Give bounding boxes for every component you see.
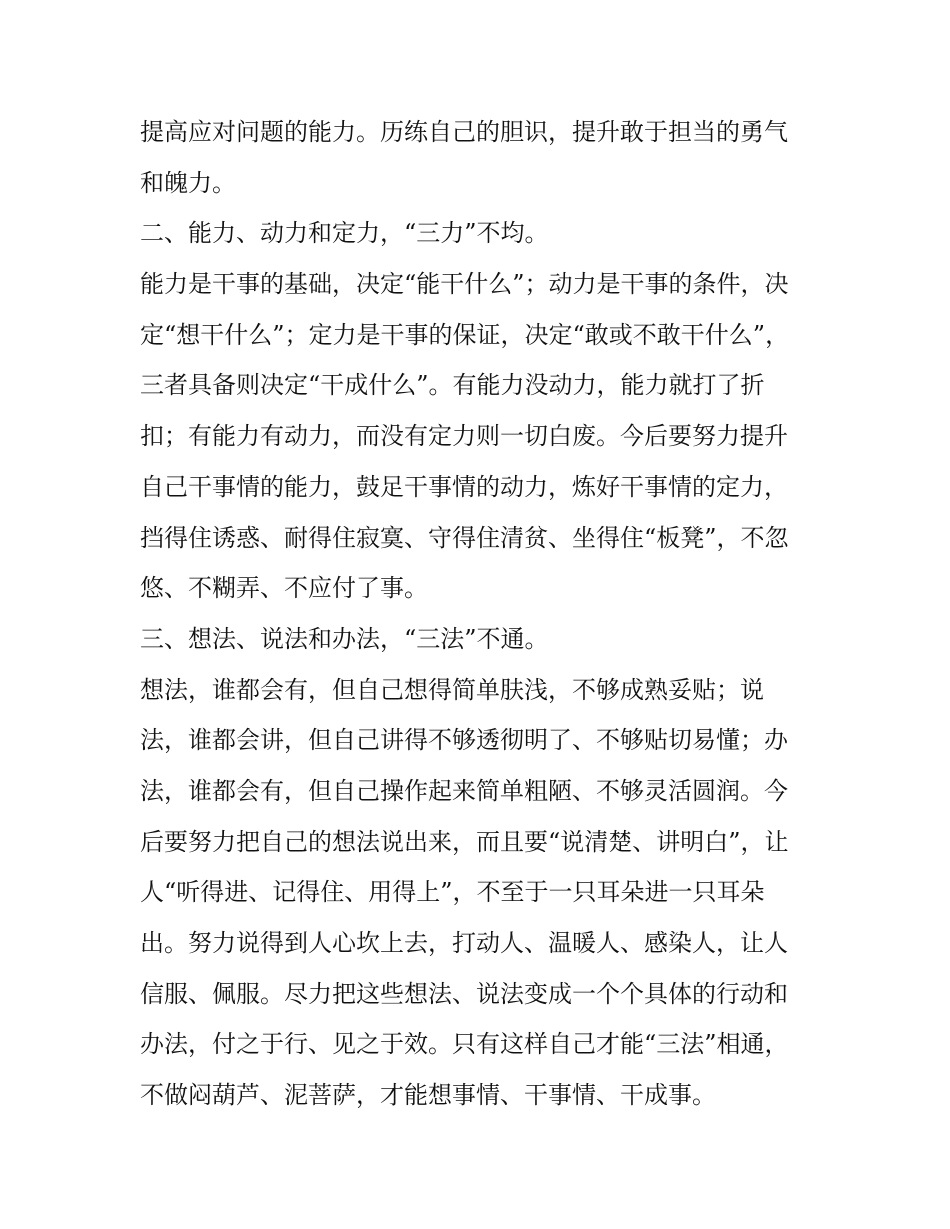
text-line: 法，谁都会有，但自己操作起来简单粗陋、不够灵活圆润。今 [140,776,788,805]
text-line: 不做闷葫芦、泥菩萨，才能想事情、干事情、干成事。 [140,1081,716,1110]
text-line: 定“想干什么”；定力是干事的保证，决定“敢或不敢干什么”， [140,320,790,349]
text-line: 人“听得进、记得住、用得上”，不至于一只耳朵进一只耳朵 [140,878,765,907]
section-heading: 三、想法、说法和办法，“三法”不通。 [140,624,549,653]
text-line: 后要努力把自己的想法说出来，而且要“说清楚、讲明白”，让 [140,827,789,856]
text-line: 出。努力说得到人心坎上去，打动人、温暖人、感染人，让人 [140,929,788,957]
section-heading: 二、能力、动力和定力，“三力”不均。 [140,219,549,248]
text-line: 提高应对问题的能力。历练自己的胆识，提升敢于担当的勇气 [140,118,788,146]
text-line: 和魄力。 [140,168,236,197]
text-line: 办法，付之于行、见之于效。只有这样自己才能“三法”相通， [140,1030,789,1059]
text-line: 想法，谁都会有，但自己想得简单肤浅，不够成熟妥贴；说 [140,675,764,704]
text-line: 法，谁都会讲，但自己讲得不够透彻明了、不够贴切易懂；办 [140,726,788,755]
text-line: 扣；有能力有动力，而没有定力则一切白废。今后要努力提升 [140,422,788,451]
text-line: 能力是干事的基础，决定“能干什么”；动力是干事的条件，决 [140,270,789,299]
text-line: 悠、不糊弄、不应付了事。 [140,574,428,603]
text-line: 自己干事情的能力，鼓足干事情的动力，炼好干事情的定力， [140,472,788,501]
text-line: 信服、佩服。尽力把这些想法、说法变成一个个具体的行动和 [140,979,788,1008]
body-text [140,107,820,1121]
text-line: 挡得住诱惑、耐得住寂寞、守得住清贫、坐得住“板凳”，不忽 [140,523,789,552]
text-line: 三者具备则决定“干成什么”。有能力没动力，能力就打了折 [140,371,765,400]
